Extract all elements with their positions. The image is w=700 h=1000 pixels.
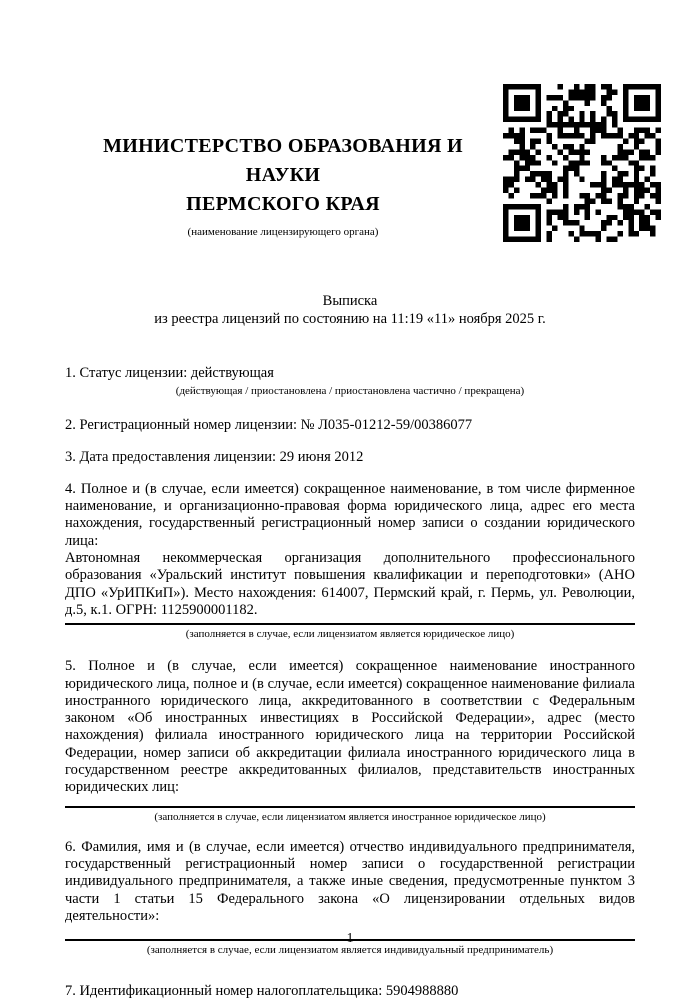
individual-entrepreneur-label: 6. Фамилия, имя и (в случае, если имеется) отчество индивидуального предпринимателя, государственный регистрационный номер записи о государственной регистрации индивидуального предпринимателя, а также иные сведения, предусмотренные пунктом 3 части 1 статьи 15 Федерального закона «О лицензировании отдельных видов деятельности»: (65, 838, 635, 924)
item-registration-number (65, 417, 635, 434)
registration-number-text: 2. Регистрационный номер лицензии: № Л035-01212-59/00386077 (65, 417, 473, 434)
item-legal-entity-info (65, 481, 635, 641)
taxpayer-number-text: 7. Идентификационный номер налогоплательщика: 5904988880 (65, 983, 459, 1000)
legal-entity-info-label: 4. Полное и (в случае, если имеется) сокращенное наименование, в том числе фирменное наименование, и организационно-правовая форма юридического лица, адрес его места нахождения, государственный регистрационный номер записи о создании юридического лица: (65, 480, 635, 549)
license-status-caption: (действующая / приостановлена / приостановлена частично / прекращена) (175, 385, 525, 398)
foreign-entity-info-caption: (заполняется в случае, если лицензиатом является иностранное юридическое лицо) (154, 810, 546, 823)
document-title-line1: Выписка (322, 293, 378, 309)
license-status-text: 1. Статус лицензии: действующая (65, 365, 274, 381)
individual-entrepreneur-caption: (заполняется в случае, если лицензиатом является индивидуальный предприниматель) (146, 944, 554, 957)
item-license-grant-date (65, 449, 635, 466)
license-grant-date-text: 3. Дата предоставления лицензии: 29 июня 2012 (65, 448, 364, 465)
item-license-status (65, 365, 635, 398)
item-taxpayer-number (65, 983, 635, 1000)
ministry-name-line2: ПЕРМСКОГО КРАЯ (186, 193, 380, 215)
licensing-authority-block (65, 84, 501, 238)
ministry-caption: (наименование лицензирующего органа) (187, 226, 379, 238)
document-title-line2: из реестра лицензий по состоянию на 11:19 «11» ноября 2025 г. (154, 311, 546, 327)
foreign-entity-info-label: 5. Полное и (в случае, если имеется) сокращенное наименование иностранного юридического лица, полное и (в случае, если имеется) сокращенное наименование филиала иностранного юридического лица, аккредитованного в соответствии с Федеральным законом «Об иностранных инвестициях в Российской Федерации», адрес (место нахождения) филиала иностранного юридического лица на территории Российской Федерации, номер записи об аккредитации филиала иностранного юридического лица в государственном реестре аккредитованных филиалов, представительств иностранных юридических лиц: (65, 658, 635, 796)
ministry-name-line1: МИНИСТЕРСТВО ОБРАЗОВАНИЯ И НАУКИ (103, 135, 463, 186)
fill-in-line (65, 806, 635, 808)
legal-entity-info-caption: (заполняется в случае, если лицензиатом является юридическое лицо) (185, 628, 515, 641)
document-header (0, 0, 700, 242)
fill-in-line (65, 623, 635, 625)
legal-entity-info-value: Автономная некоммерческая организация дополнительного профессионального образования «Уральский институт повышения квалификации и переподготовки» (АНО ДПО «УрИПКиП»). Место нахождения: 614007, Пермский край, г. Пермь, ул. Революции, д.5, к.1. ОГРН: 1125900001182. (65, 550, 635, 618)
document-title (65, 292, 635, 328)
document-body (0, 292, 700, 1000)
item-foreign-entity-info (65, 658, 635, 823)
ministry-name (65, 132, 501, 219)
page-number: 1 (346, 930, 354, 945)
qr-code-icon (503, 84, 661, 242)
